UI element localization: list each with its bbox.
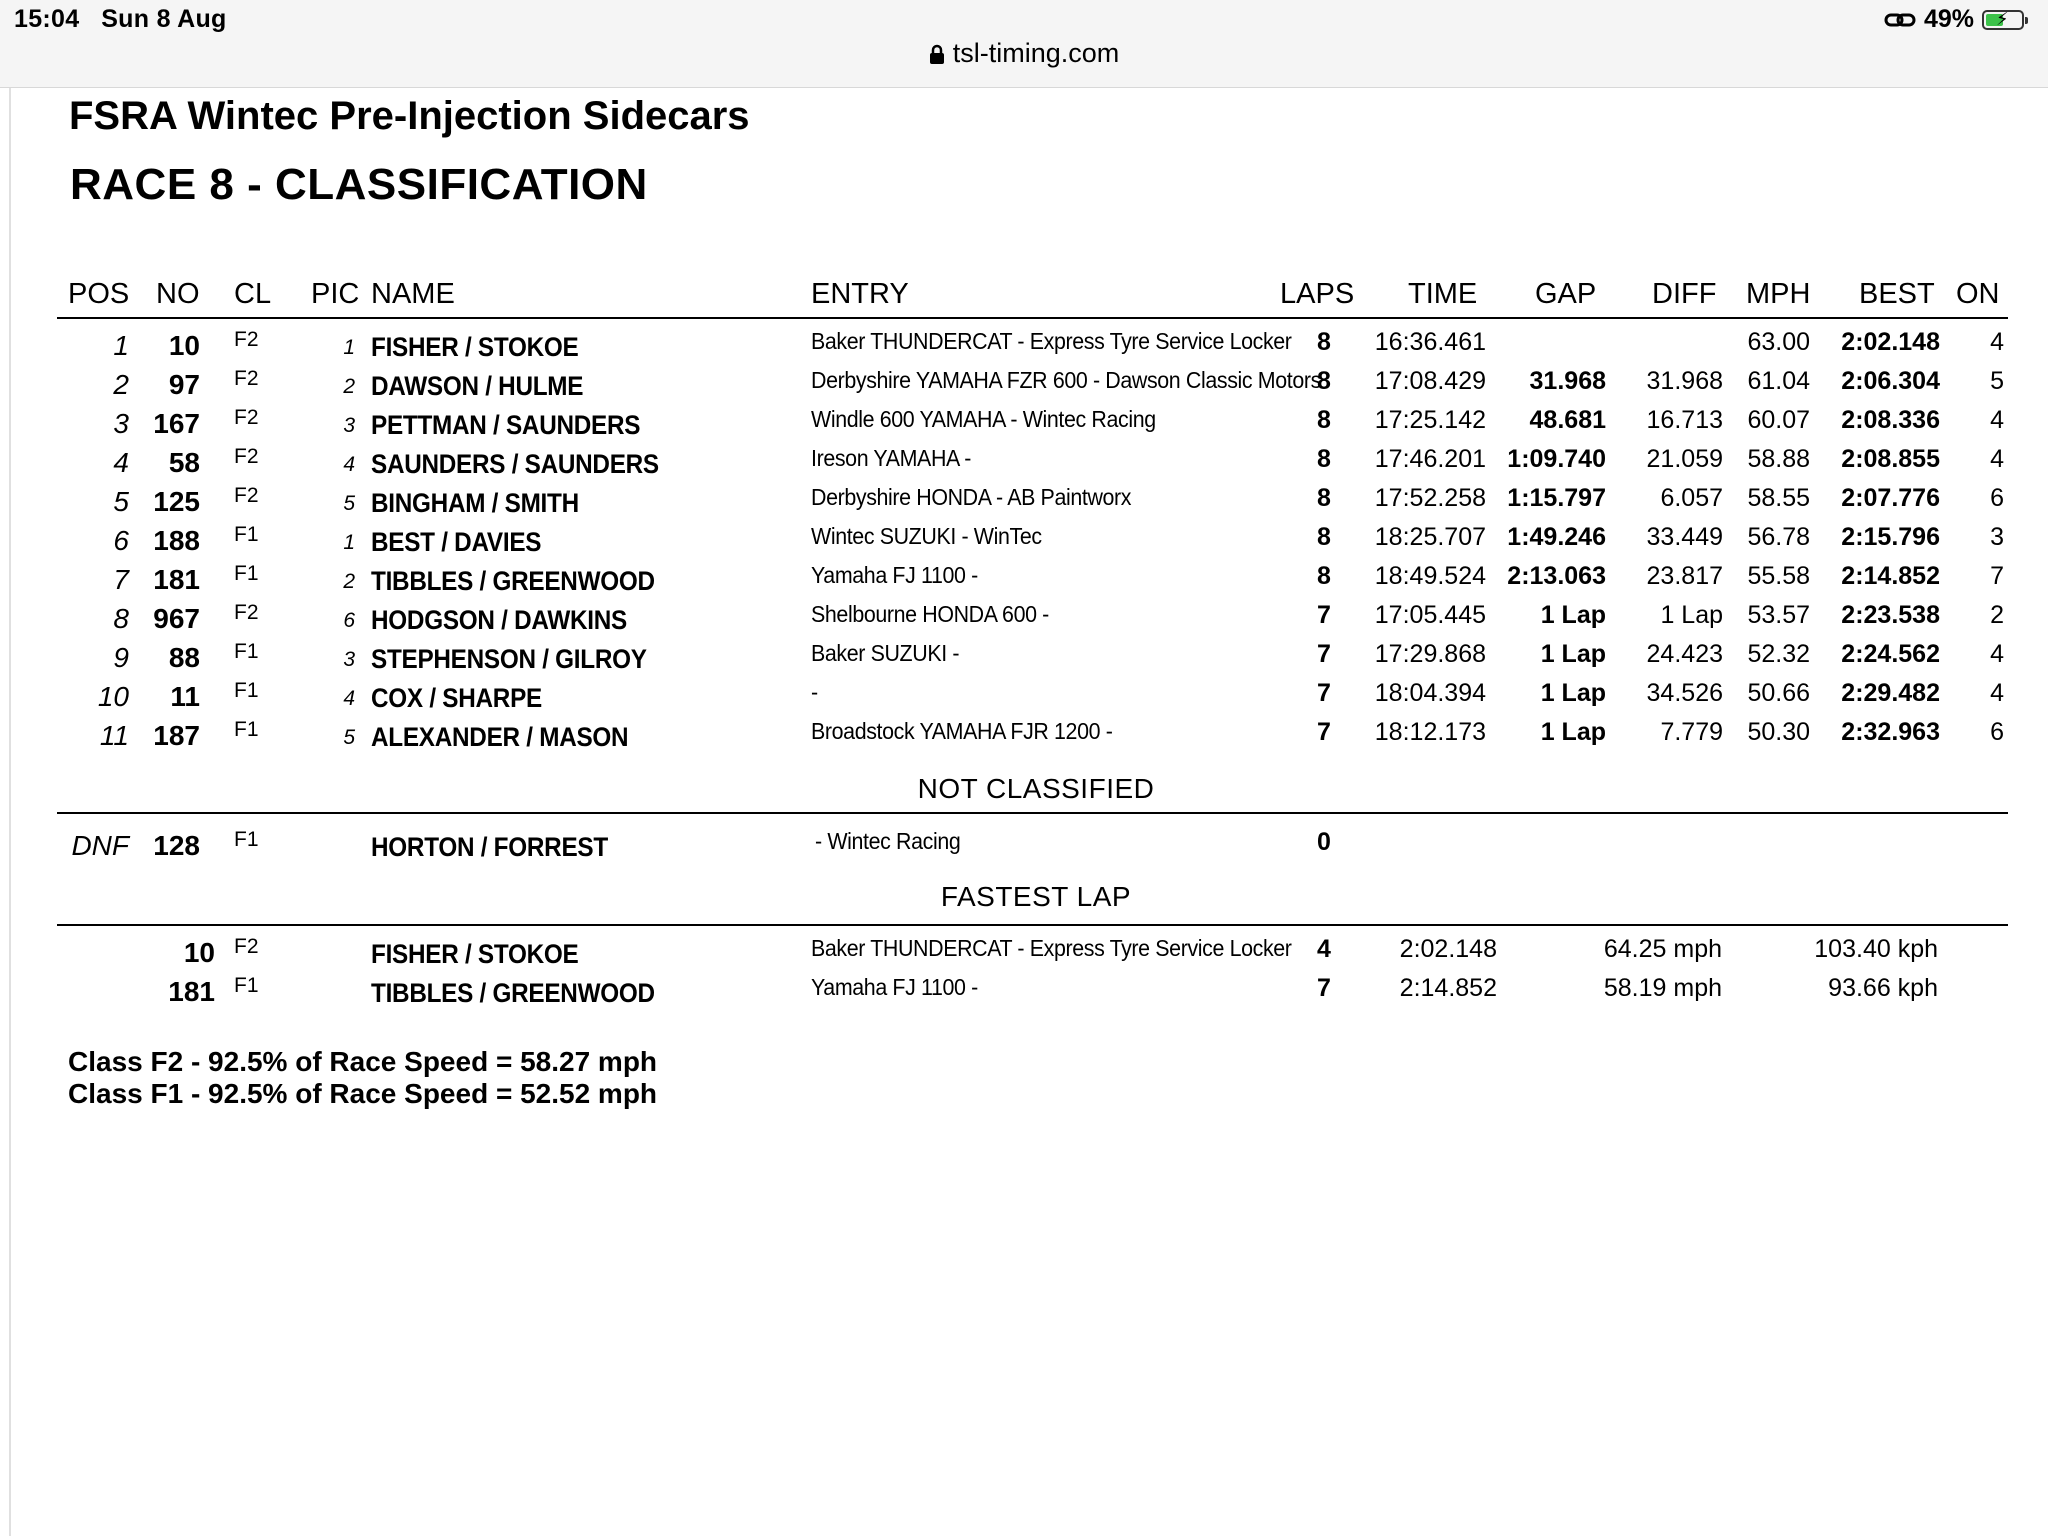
cell-cl: F2 xyxy=(234,367,259,390)
col-pos: POS xyxy=(68,278,130,310)
cell-name: BEST / DAVIES xyxy=(371,527,542,557)
cell-entry: Baker THUNDERCAT - Express Tyre Service Locker xyxy=(811,935,1292,961)
cell-pic: 3 xyxy=(343,414,355,437)
cell-on: 6 xyxy=(1990,484,2004,512)
cell-cl: F1 xyxy=(234,828,259,851)
cell-diff: 6.057 xyxy=(1660,484,1723,512)
cell-name: SAUNDERS / SAUNDERS xyxy=(371,449,659,479)
cell-laps: 7 xyxy=(1317,601,1331,629)
cell-no: 58 xyxy=(168,447,200,478)
header-divider xyxy=(57,317,2008,319)
cell-pic: 4 xyxy=(343,687,355,710)
cell-entry: Broadstock YAMAHA FJR 1200 - xyxy=(811,718,1113,744)
cell-entry: Wintec SUZUKI - WinTec xyxy=(811,523,1042,549)
col-pic: PIC xyxy=(311,278,360,310)
cell-best: 2:02.148 xyxy=(1841,328,1940,356)
footnote-f1: Class F1 - 92.5% of Race Speed = 52.52 mph xyxy=(68,1078,658,1109)
cell-no: 188 xyxy=(153,525,200,556)
cell-diff: 7.779 xyxy=(1660,718,1723,746)
cell-time: 17:52.258 xyxy=(1374,484,1486,512)
cell-time: 18:25.707 xyxy=(1374,523,1486,551)
cell-cl: F2 xyxy=(234,445,259,468)
cell-gap: 31.968 xyxy=(1529,367,1606,395)
cell-mph: 56.78 xyxy=(1747,523,1810,551)
battery-icon xyxy=(1982,10,2024,30)
cell-diff: 33.449 xyxy=(1646,523,1723,551)
cell-kph: 93.66 kph xyxy=(1828,974,1938,1002)
col-best: BEST xyxy=(1859,278,1935,310)
cell-entry: Yamaha FJ 1100 - xyxy=(811,974,978,1000)
not-classified-heading: NOT CLASSIFIED xyxy=(917,773,1155,804)
cell-mph: 61.04 xyxy=(1747,367,1810,395)
cell-pic: 1 xyxy=(343,531,355,554)
cell-cl: F2 xyxy=(234,601,259,624)
cell-pos: 3 xyxy=(113,408,129,439)
cell-cl: F1 xyxy=(234,679,259,702)
not-classified-divider xyxy=(57,812,2008,814)
cell-entry: Baker SUZUKI - xyxy=(811,640,960,666)
cell-name: HODGSON / DAWKINS xyxy=(371,605,627,635)
cell-name: PETTMAN / SAUNDERS xyxy=(371,410,641,440)
cell-diff: 23.817 xyxy=(1646,562,1723,590)
cell-pos: 11 xyxy=(99,720,129,751)
cell-mph: 63.00 xyxy=(1747,328,1810,356)
cell-name: TIBBLES / GREENWOOD xyxy=(371,566,655,596)
cell-gap: 48.681 xyxy=(1529,406,1606,434)
footnote-f2: Class F2 - 92.5% of Race Speed = 58.27 mph xyxy=(68,1046,658,1077)
cell-laps: 7 xyxy=(1317,640,1331,668)
cell-gap: 2:13.063 xyxy=(1507,562,1606,590)
lock-icon xyxy=(929,44,945,64)
cell-pos: 6 xyxy=(113,525,129,556)
cell-no: 967 xyxy=(153,603,200,634)
cell-laps: 8 xyxy=(1317,484,1331,512)
cell-on: 7 xyxy=(1990,562,2004,590)
col-mph: MPH xyxy=(1746,278,1811,310)
cell-name: STEPHENSON / GILROY xyxy=(371,644,647,674)
cell-gap: 1 Lap xyxy=(1540,601,1606,629)
col-name: NAME xyxy=(371,278,455,310)
cell-no: 181 xyxy=(168,976,215,1007)
cell-pos: 2 xyxy=(113,369,129,400)
status-date: Sun 8 Aug xyxy=(101,5,227,33)
col-entry: ENTRY xyxy=(811,278,909,310)
cell-kph: 103.40 kph xyxy=(1814,935,1938,963)
cell-laps: 7 xyxy=(1317,718,1331,746)
cell-no: 128 xyxy=(153,830,200,861)
cell-gap: 1 Lap xyxy=(1540,640,1606,668)
cell-best: 2:08.336 xyxy=(1841,406,1940,434)
cell-on: 3 xyxy=(1990,523,2004,551)
cell-mph: 50.30 xyxy=(1747,718,1810,746)
cell-pic: 2 xyxy=(343,375,355,398)
hotspot-link-icon xyxy=(1884,10,1916,30)
cell-name: FISHER / STOKOE xyxy=(371,939,579,969)
cell-pic: 5 xyxy=(343,726,355,749)
cell-best: 2:06.304 xyxy=(1841,367,1940,395)
cell-entry: Ireson YAMAHA - xyxy=(811,445,972,471)
cell-gap: 1:49.246 xyxy=(1507,523,1606,551)
cell-laps: 8 xyxy=(1317,367,1331,395)
cell-mph: 60.07 xyxy=(1747,406,1810,434)
col-laps: LAPS xyxy=(1280,278,1355,310)
battery-percent: 49% xyxy=(1923,5,1974,33)
cell-no: 181 xyxy=(153,564,200,595)
cell-on: 4 xyxy=(1990,445,2004,473)
status-indicators xyxy=(1884,5,2024,34)
cell-name: ALEXANDER / MASON xyxy=(371,722,629,752)
cell-no: 11 xyxy=(170,681,200,712)
cell-on: 2 xyxy=(1990,601,2004,629)
cell-diff: 1 Lap xyxy=(1660,601,1723,629)
cell-gap: 1:15.797 xyxy=(1507,484,1606,512)
col-gap: GAP xyxy=(1535,278,1597,310)
cell-name: DAWSON / HULME xyxy=(371,371,584,401)
cell-name: HORTON / FORREST xyxy=(371,832,608,862)
cell-entry: Windle 600 YAMAHA - Wintec Racing xyxy=(811,406,1156,432)
cell-entry: Derbyshire YAMAHA FZR 600 - Dawson Classic Motors xyxy=(811,367,1321,393)
cell-entry: Shelbourne HONDA 600 - xyxy=(811,601,1049,627)
cell-pos: 10 xyxy=(97,681,129,712)
cell-name: TIBBLES / GREENWOOD xyxy=(371,978,655,1008)
cell-no: 125 xyxy=(153,486,200,517)
cell-mph: 64.25 mph xyxy=(1603,935,1722,963)
col-diff: DIFF xyxy=(1652,278,1717,310)
cell-time: 18:04.394 xyxy=(1374,679,1486,707)
cell-on: 5 xyxy=(1990,367,2004,395)
cell-cl: F2 xyxy=(234,406,259,429)
cell-pos: 8 xyxy=(113,603,129,634)
cell-pic: 1 xyxy=(343,336,355,359)
cell-time: 17:46.201 xyxy=(1374,445,1486,473)
cell-no: 187 xyxy=(153,720,200,751)
cell-lap: 7 xyxy=(1317,974,1331,1002)
col-time: TIME xyxy=(1408,278,1478,310)
cell-diff: 34.526 xyxy=(1646,679,1723,707)
charging-bolt-icon: ⚡ xyxy=(1996,8,2009,29)
cell-laps: 8 xyxy=(1317,523,1331,551)
cell-mph: 55.58 xyxy=(1747,562,1810,590)
cell-laps: 8 xyxy=(1317,406,1331,434)
cell-entry: Yamaha FJ 1100 - xyxy=(811,562,978,588)
cell-no: 167 xyxy=(153,408,200,439)
cell-name: FISHER / STOKOE xyxy=(371,332,579,362)
cell-cl: F1 xyxy=(234,718,259,741)
url-text[interactable]: tsl-timing.com xyxy=(952,38,1120,68)
cell-pic: 3 xyxy=(343,648,355,671)
cell-best: 2:08.855 xyxy=(1841,445,1940,473)
cell-best: 2:07.776 xyxy=(1841,484,1940,512)
cell-pos: DNF xyxy=(71,830,129,861)
cell-cl: F1 xyxy=(234,562,259,585)
cell-cl: F1 xyxy=(234,974,259,997)
cell-time: 18:49.524 xyxy=(1374,562,1486,590)
cell-mph: 58.55 xyxy=(1747,484,1810,512)
cell-cl: F2 xyxy=(234,484,259,507)
cell-cl: F2 xyxy=(234,935,259,958)
cell-mph: 50.66 xyxy=(1747,679,1810,707)
cell-pic: 2 xyxy=(343,570,355,593)
status-time: 15:04 Sun 8 Aug xyxy=(14,5,227,33)
page-edge xyxy=(9,88,11,1536)
cell-best: 2:29.482 xyxy=(1841,679,1940,707)
cell-no: 10 xyxy=(183,937,215,968)
cell-mph: 52.32 xyxy=(1747,640,1810,668)
cell-pic: 6 xyxy=(343,609,355,632)
cell-best: 2:24.562 xyxy=(1841,640,1940,668)
cell-mph: 58.88 xyxy=(1747,445,1810,473)
cell-pos: 1 xyxy=(113,330,129,361)
cell-diff: 21.059 xyxy=(1646,445,1723,473)
cell-on: 4 xyxy=(1990,406,2004,434)
cell-mph: 58.19 mph xyxy=(1603,974,1722,1002)
cell-laps: 8 xyxy=(1317,445,1331,473)
status-bar xyxy=(0,0,2048,88)
cell-lap: 4 xyxy=(1317,935,1331,963)
fastest-lap-divider xyxy=(57,924,2008,926)
cell-on: 4 xyxy=(1990,640,2004,668)
fastest-lap-heading: FASTEST LAP xyxy=(940,881,1132,912)
cell-time: 17:25.142 xyxy=(1374,406,1486,434)
cell-entry: Derbyshire HONDA - AB Paintworx xyxy=(811,484,1132,510)
cell-pic: 5 xyxy=(343,492,355,515)
cell-on: 4 xyxy=(1990,328,2004,356)
cell-best: 2:23.538 xyxy=(1841,601,1940,629)
cell-entry: - xyxy=(811,679,818,705)
cell-no: 88 xyxy=(168,642,200,673)
event-title: FSRA Wintec Pre-Injection Sidecars xyxy=(69,94,750,138)
cell-laps: 7 xyxy=(1317,679,1331,707)
cell-on: 4 xyxy=(1990,679,2004,707)
cell-on: 6 xyxy=(1990,718,2004,746)
cell-best: 2:14.852 xyxy=(1841,562,1940,590)
cell-time: 18:12.173 xyxy=(1374,718,1486,746)
cell-laps: 8 xyxy=(1317,328,1331,356)
cell-diff: 31.968 xyxy=(1646,367,1723,395)
cell-time: 17:29.868 xyxy=(1374,640,1486,668)
cell-entry: - Wintec Racing xyxy=(815,828,961,854)
cell-pos: 5 xyxy=(113,486,129,517)
cell-gap: 1 Lap xyxy=(1540,679,1606,707)
cell-gap: 1 Lap xyxy=(1540,718,1606,746)
cell-best: 2:32.963 xyxy=(1841,718,1940,746)
col-cl: CL xyxy=(234,278,272,310)
cell-pos: 4 xyxy=(113,447,129,478)
cell-name: COX / SHARPE xyxy=(371,683,542,713)
col-no: NO xyxy=(156,278,200,310)
cell-time: 17:08.429 xyxy=(1374,367,1486,395)
address-bar[interactable] xyxy=(0,38,2048,69)
cell-laps: 0 xyxy=(1317,828,1331,856)
cell-time: 2:14.852 xyxy=(1399,974,1497,1002)
cell-cl: F2 xyxy=(234,328,259,351)
cell-time: 17:05.445 xyxy=(1374,601,1486,629)
cell-cl: F1 xyxy=(234,523,259,546)
cell-diff: 24.423 xyxy=(1646,640,1723,668)
cell-pos: 7 xyxy=(113,564,129,595)
cell-time: 2:02.148 xyxy=(1399,935,1497,963)
cell-no: 97 xyxy=(168,369,200,400)
page-title: RACE 8 - CLASSIFICATION xyxy=(70,160,648,209)
cell-best: 2:15.796 xyxy=(1841,523,1940,551)
cell-name: BINGHAM / SMITH xyxy=(371,488,579,518)
cell-no: 10 xyxy=(168,330,200,361)
cell-cl: F1 xyxy=(234,640,259,663)
cell-diff: 16.713 xyxy=(1646,406,1723,434)
cell-pic: 4 xyxy=(343,453,355,476)
cell-pos: 9 xyxy=(113,642,129,673)
cell-gap: 1:09.740 xyxy=(1507,445,1606,473)
cell-entry: Baker THUNDERCAT - Express Tyre Service Locker xyxy=(811,328,1292,354)
cell-mph: 53.57 xyxy=(1747,601,1810,629)
cell-time: 16:36.461 xyxy=(1374,328,1486,356)
col-on: ON xyxy=(1956,278,2000,310)
cell-laps: 8 xyxy=(1317,562,1331,590)
